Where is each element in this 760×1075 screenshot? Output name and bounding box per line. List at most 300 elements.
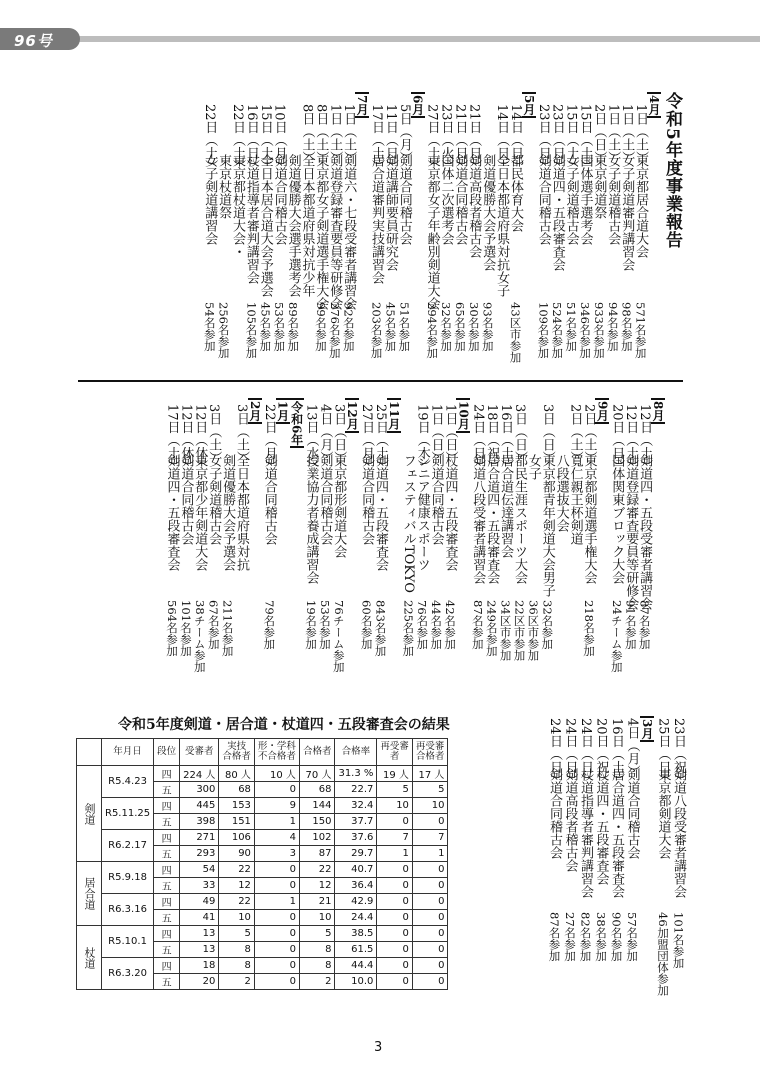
value-cell: 1: [412, 846, 448, 862]
event-date: 10日（月）: [271, 104, 287, 173]
event-date: 25日（土）: [373, 404, 388, 473]
month-label: 1月: [276, 398, 290, 424]
event-name: 女子: [525, 454, 541, 480]
results-header-cell: 受審者: [180, 739, 219, 766]
event-count: 42名参加: [443, 600, 457, 650]
event-count: 79名参加: [262, 600, 277, 650]
value-cell: 5: [412, 782, 448, 798]
event-count: 256名参加: [216, 302, 231, 359]
value-cell: 0: [254, 782, 299, 798]
value-cell: 0: [377, 958, 413, 974]
value-cell: 0: [254, 974, 299, 990]
event-count: 24チーム参加: [609, 600, 624, 673]
value-cell: 4: [254, 830, 299, 846]
value-cell: 31.3 %: [335, 766, 377, 782]
value-cell: 36.4: [335, 878, 377, 894]
date-cell: R5.11.25: [102, 798, 154, 830]
event-name: 全日本都道府県対抗少年: [299, 154, 315, 297]
value-cell: 1: [254, 894, 299, 910]
value-cell: 四: [154, 766, 180, 782]
value-cell: 8: [219, 942, 255, 958]
results-row: [77, 830, 448, 846]
event-date: 8日（土）: [299, 104, 315, 165]
event-name: 剣道合同稽古会: [535, 154, 551, 245]
value-cell: 22.7: [335, 782, 377, 798]
event-name: 東京都女子年齢別剣道大会: [424, 154, 440, 310]
value-cell: 0: [377, 942, 413, 958]
event-name: 女子剣道稽古会: [605, 154, 621, 245]
event-name: 剣道四・五段審査会: [549, 154, 565, 271]
value-cell: 10: [377, 798, 413, 814]
value-cell: 7: [412, 830, 448, 846]
event-date: 4日（月）: [317, 404, 333, 465]
event-count: 211名参加: [220, 600, 235, 657]
value-cell: 五: [154, 942, 180, 958]
month-heading: [388, 398, 400, 433]
month-heading: [346, 398, 358, 433]
value-cell: 18: [180, 958, 219, 974]
event-name: 剣道優勝大会予選会: [480, 154, 496, 271]
event-date: 12日（休）: [178, 404, 194, 473]
event-name: 東京都少年剣道大会: [192, 454, 208, 571]
event-count: 32名参加: [540, 600, 555, 650]
value-cell: 0: [412, 926, 448, 942]
value-cell: 3: [254, 846, 299, 862]
value-cell: 80 人: [219, 766, 255, 782]
value-cell: 五: [154, 910, 180, 926]
results-title: 令和5年度剣道・居合道・杖道四・五段審査会の結果: [118, 717, 450, 733]
event-date: 22日（月）: [261, 404, 277, 473]
event-count: 101名参加: [178, 600, 193, 657]
results-row: [77, 862, 448, 878]
event-count: 87名参加: [637, 600, 652, 650]
event-date: 3日（土）: [206, 404, 222, 465]
event-count: 53名参加: [317, 600, 332, 650]
event-name: 剣道合同稽古会: [396, 154, 412, 245]
event-date: 11日（日）: [382, 104, 398, 173]
event-date: 2日（日）: [591, 104, 607, 165]
event-name: 居合道伝達講習会: [498, 454, 514, 558]
value-cell: 10: [219, 910, 255, 926]
event-name: 剣道登録審査要員等研修会: [327, 154, 343, 310]
value-cell: 0: [412, 910, 448, 926]
header-band: [0, 36, 760, 42]
value-cell: 0: [412, 958, 448, 974]
value-cell: 5: [377, 782, 413, 798]
event-name: 剣道八段受審者講習会: [470, 454, 486, 584]
value-cell: 41: [180, 910, 219, 926]
value-cell: 13: [180, 926, 219, 942]
value-cell: 150: [299, 814, 335, 830]
value-cell: 五: [154, 814, 180, 830]
event-count: 933名参加: [591, 302, 606, 359]
value-cell: 102: [299, 830, 335, 846]
event-date: 5日（月）: [396, 104, 412, 165]
category-cell: 居合道: [77, 862, 102, 926]
event-name: 杖道四・五段審査会: [442, 454, 458, 571]
event-date: 27日（土）: [424, 104, 440, 173]
event-name: 剣道登録審査要員等研修会: [623, 454, 639, 610]
event-date: 23日（火）: [438, 104, 454, 173]
event-name: 全日本都道府県対抗: [234, 454, 249, 571]
event-date: 23日（祝）: [671, 718, 686, 787]
date-cell: R6.3.16: [102, 894, 154, 926]
event-date: 12日（土）: [623, 404, 639, 473]
month-label: 12月: [345, 398, 359, 433]
value-cell: 2: [219, 974, 255, 990]
value-cell: 2: [299, 974, 335, 990]
value-cell: 四: [154, 798, 180, 814]
event-date: 13日（水）: [303, 404, 319, 473]
event-date: 24日（日）: [470, 404, 486, 473]
event-date: 3日（日）: [331, 404, 347, 465]
event-name: 剣道合同稽古会: [428, 454, 444, 545]
value-cell: 0: [254, 926, 299, 942]
event-date: 18日（祝）: [484, 404, 500, 473]
event-count: 45名参加: [383, 302, 398, 352]
value-cell: 四: [154, 830, 180, 846]
event-count: 89名参加: [286, 302, 301, 352]
event-count: 94名参加: [605, 302, 620, 352]
event-count: 45名参加: [258, 302, 273, 352]
results-header-cell: 再受審 合格者: [412, 739, 448, 766]
value-cell: 13: [180, 942, 219, 958]
month-label: 5月: [522, 92, 536, 118]
month-label: 9月: [595, 398, 609, 424]
event-count: 346名参加: [578, 302, 592, 359]
event-count: 524名参加: [550, 302, 565, 359]
event-date: 22日（土）: [202, 104, 218, 173]
value-cell: 21: [299, 894, 335, 910]
value-cell: 0: [377, 814, 413, 830]
event-count: 225名参加: [401, 600, 416, 657]
event-name: 全日本都道府県対抗女子: [494, 154, 510, 297]
event-date: 17日（土）: [164, 404, 180, 473]
results-header-row: [77, 739, 448, 766]
event-count: 843名参加: [373, 600, 388, 657]
event-date: 27日（月）: [359, 404, 375, 473]
event-date: 12日（休）: [192, 404, 208, 473]
event-date: 12日（土）: [637, 404, 653, 473]
event-name: 剣道高段者稽古会: [562, 768, 578, 872]
value-cell: 5: [219, 926, 255, 942]
event-date: 24日（日）: [578, 718, 593, 787]
event-name: 東京剣道祭: [591, 154, 607, 219]
event-name: 剣道合同稽古会: [317, 454, 333, 545]
month-heading: [249, 398, 261, 424]
month-heading: [596, 398, 608, 424]
event-count: 76名参加: [415, 600, 430, 650]
event-name: 剣道六・七段受審者講習会: [341, 154, 357, 310]
value-cell: 24.4: [335, 910, 377, 926]
value-cell: 224 人: [180, 766, 219, 782]
value-cell: 0: [254, 878, 299, 894]
event-date: 22日（土）: [230, 104, 245, 173]
value-cell: 90: [219, 846, 255, 862]
event-name: シニア健康スポーツ: [414, 454, 430, 571]
event-name: 東京杖道祭: [216, 154, 232, 219]
event-name: 東京都形剣道大会: [331, 454, 347, 558]
event-count: 91名参加: [623, 600, 638, 650]
event-name: 東京都剣道選手権大会: [581, 454, 597, 584]
event-name: 八段選抜大会: [553, 454, 569, 532]
results-header-cell: [77, 739, 102, 766]
value-cell: 42.9: [335, 894, 377, 910]
value-cell: 40.7: [335, 862, 377, 878]
event-date: 17日（土）: [369, 104, 384, 173]
event-count: 22区市参加: [512, 600, 527, 661]
results-header-cell: 実技 合格者: [219, 739, 255, 766]
value-cell: 445: [180, 798, 219, 814]
event-count: 76チーム参加: [331, 600, 346, 673]
event-date: 3日（日）: [512, 404, 527, 465]
value-cell: 四: [154, 958, 180, 974]
event-name: 東京都女子剣道選手権大会: [313, 154, 329, 310]
value-cell: 10: [412, 798, 448, 814]
event-name: 剣道合同稽古会: [624, 768, 640, 859]
event-name: 都民生涯スポーツ大会: [512, 454, 527, 584]
event-date: 16日（土）: [498, 404, 514, 473]
event-count: 90名参加: [609, 912, 624, 962]
value-cell: 四: [154, 926, 180, 942]
value-cell: 68: [299, 782, 335, 798]
event-date: 23日（日）: [549, 104, 565, 173]
value-cell: 68: [219, 782, 255, 798]
event-name: 剣道合同稽古会: [452, 154, 468, 245]
event-name: 都民体育大会: [508, 154, 523, 232]
value-cell: 四: [154, 894, 180, 910]
event-count: 67名参加: [206, 600, 221, 650]
event-date: 1日（土）: [605, 104, 621, 165]
event-count: 98名参加: [619, 302, 634, 352]
results-header-cell: 年月日: [102, 739, 154, 766]
event-count: 203名参加: [369, 302, 384, 359]
event-name: 剣道合同稽古会: [359, 454, 375, 545]
month-heading: [412, 92, 424, 118]
event-date: 20日（日）: [609, 404, 625, 473]
month-label: 8月: [651, 398, 665, 424]
event-name: 寬仁親王杯剣道: [567, 454, 583, 545]
value-cell: 32.4: [335, 798, 377, 814]
event-count: 109名参加: [536, 302, 551, 359]
month-label: 3月: [640, 716, 654, 742]
event-count: 218名参加: [582, 600, 596, 657]
value-cell: 153: [219, 798, 255, 814]
category-cell: 剣道: [77, 766, 102, 862]
value-cell: 0: [254, 910, 299, 926]
event-count: 19名参加: [304, 600, 318, 650]
value-cell: 22: [219, 894, 255, 910]
value-cell: 151: [219, 814, 255, 830]
results-row: [77, 798, 448, 814]
page-header: [0, 28, 760, 50]
month-heading: [648, 92, 660, 118]
results-header-cell: 形・学科 不合格者: [254, 739, 299, 766]
value-cell: 0: [412, 974, 448, 990]
issue-tab: [0, 28, 80, 50]
results-row: [77, 766, 448, 782]
value-cell: 300: [180, 782, 219, 798]
event-date: 2日（土）: [567, 404, 583, 465]
event-date: 15日（土）: [563, 104, 579, 173]
results-body: [77, 766, 448, 990]
value-cell: 293: [180, 846, 219, 862]
month-heading: [652, 398, 664, 424]
event-name: 剣道四・五段審査会: [164, 454, 180, 571]
value-cell: 144: [299, 798, 335, 814]
event-count: 87名参加: [470, 600, 485, 650]
event-count: 54名参加: [202, 302, 217, 352]
event-name: 国体関東ブロック大会: [609, 454, 625, 584]
month-heading: [291, 398, 303, 448]
results-table: [76, 738, 448, 990]
event-date: 8日（土）: [313, 104, 329, 165]
event-date: 24日（日）: [547, 718, 562, 787]
event-count: 30名参加: [466, 302, 481, 352]
date-cell: R5.10.1: [102, 926, 154, 958]
event-count: 564名参加: [165, 600, 179, 657]
value-cell: 五: [154, 846, 180, 862]
event-count: 43区市参加: [508, 302, 523, 363]
month-label: 2月: [248, 398, 262, 424]
month-label: 令和6年: [290, 398, 304, 448]
event-count: 92名参加: [341, 302, 356, 352]
value-cell: 29.7: [335, 846, 377, 862]
event-count: 294名参加: [425, 302, 440, 359]
value-cell: 1: [377, 846, 413, 862]
event-count: 34区市参加: [498, 600, 513, 661]
event-name: 剣道合同稽古会: [547, 768, 562, 859]
month-label: 11月: [387, 398, 401, 433]
value-cell: 37.6: [335, 830, 377, 846]
event-date: 14日（日）: [494, 104, 510, 173]
value-cell: 12: [299, 878, 335, 894]
event-name: 剣道講師要員研究会: [382, 154, 398, 271]
value-cell: 271: [180, 830, 219, 846]
event-count: 51名参加: [397, 302, 412, 352]
event-name: 居合道四・五段審査会: [609, 768, 624, 898]
page-title: 令和5年度事業報告: [662, 92, 682, 249]
month-heading: [277, 398, 289, 424]
event-count: 571名参加: [633, 302, 648, 359]
value-cell: 0: [377, 894, 413, 910]
month-label: 7月: [355, 92, 369, 118]
event-date: 1日（土）: [327, 104, 343, 165]
date-cell: R5.9.18: [102, 862, 154, 894]
event-name: 授業協力者養成講習会: [303, 454, 319, 584]
event-date: 2日（土）: [581, 404, 597, 465]
page-number: 3: [374, 1040, 383, 1055]
event-count: 51名参加: [564, 302, 579, 352]
event-count: 32名参加: [439, 302, 453, 352]
event-date: 1日（日）: [428, 404, 444, 465]
value-cell: 38.5: [335, 926, 377, 942]
event-count: 53名参加: [272, 302, 287, 352]
event-name: 剣道八段受審者講習会: [671, 768, 686, 898]
event-name: 剣道合同稽古会: [178, 454, 194, 545]
value-cell: 0: [412, 814, 448, 830]
event-name: 女子剣道稽古会: [563, 154, 579, 245]
event-date: 1日（土）: [633, 104, 649, 165]
event-count: 276名参加: [327, 302, 342, 359]
event-name: 女子剣道講習会: [202, 154, 218, 245]
value-cell: 22: [299, 862, 335, 878]
event-name: 居合道四・五段審査会: [484, 454, 500, 584]
event-count: 60名参加: [359, 600, 374, 650]
event-name: 杖道指導者審判講習会: [578, 768, 593, 898]
date-cell: R6.2.17: [102, 830, 154, 862]
value-cell: 0: [377, 926, 413, 942]
event-name: 東京都杖道大会・: [230, 154, 245, 258]
results-row: [77, 926, 448, 942]
event-count: 249名参加: [484, 600, 499, 657]
value-cell: 20: [180, 974, 219, 990]
value-cell: 0: [412, 878, 448, 894]
month-label: 10月: [456, 398, 470, 433]
value-cell: 五: [154, 974, 180, 990]
event-name: 剣道優勝大会選手選考会: [285, 154, 301, 297]
value-cell: 19 人: [377, 766, 413, 782]
event-date: 21日（日）: [466, 104, 482, 173]
event-date: 15日（土）: [577, 104, 593, 173]
value-cell: 12: [219, 878, 255, 894]
value-cell: 8: [299, 942, 335, 958]
event-count: 105名参加: [244, 302, 259, 359]
event-count: 27名参加: [563, 912, 577, 962]
event-count: 99名参加: [313, 302, 328, 352]
category-cell: 杖道: [77, 926, 102, 990]
event-date: 1日（日）: [442, 404, 458, 465]
event-count: 82名参加: [578, 912, 593, 962]
event-count: 93名参加: [480, 302, 495, 352]
issue-number: 96号: [14, 32, 53, 50]
value-cell: 8: [299, 958, 335, 974]
value-cell: 70 人: [299, 766, 335, 782]
value-cell: 10 人: [254, 766, 299, 782]
value-cell: 五: [154, 878, 180, 894]
month-label: 4月: [647, 92, 661, 118]
value-cell: 61.5: [335, 942, 377, 958]
value-cell: 五: [154, 782, 180, 798]
event-count: 38チーム参加: [192, 600, 207, 673]
event-date: 16日（土）: [609, 718, 624, 787]
event-name: 東京都居合道大会: [633, 154, 649, 258]
results-header-cell: 段位: [154, 739, 180, 766]
value-cell: 9: [254, 798, 299, 814]
value-cell: 17 人: [412, 766, 448, 782]
month-heading: [641, 716, 653, 742]
event-date: 3日（土）: [234, 404, 249, 465]
event-count: 46加盟団体参加: [656, 912, 670, 996]
results-header-cell: 再受審 者: [377, 739, 413, 766]
value-cell: 54: [180, 862, 219, 878]
value-cell: 106: [219, 830, 255, 846]
date-cell: R6.3.20: [102, 958, 154, 990]
event-date: 4日（月）: [624, 718, 640, 779]
value-cell: 22: [219, 862, 255, 878]
event-date: 21日（日）: [452, 104, 468, 173]
event-date: 19日（木）: [414, 404, 430, 473]
event-date: 14日（日）: [508, 104, 523, 173]
value-cell: 44.4: [335, 958, 377, 974]
event-name: 杖道指導者審判講習会: [243, 154, 259, 284]
event-count: 36区市参加: [526, 600, 541, 661]
value-cell: 0: [377, 974, 413, 990]
event-name: フェスティバルTOKYO: [400, 454, 416, 593]
value-cell: 0: [412, 894, 448, 910]
value-cell: 37.7: [335, 814, 377, 830]
value-cell: 49: [180, 894, 219, 910]
